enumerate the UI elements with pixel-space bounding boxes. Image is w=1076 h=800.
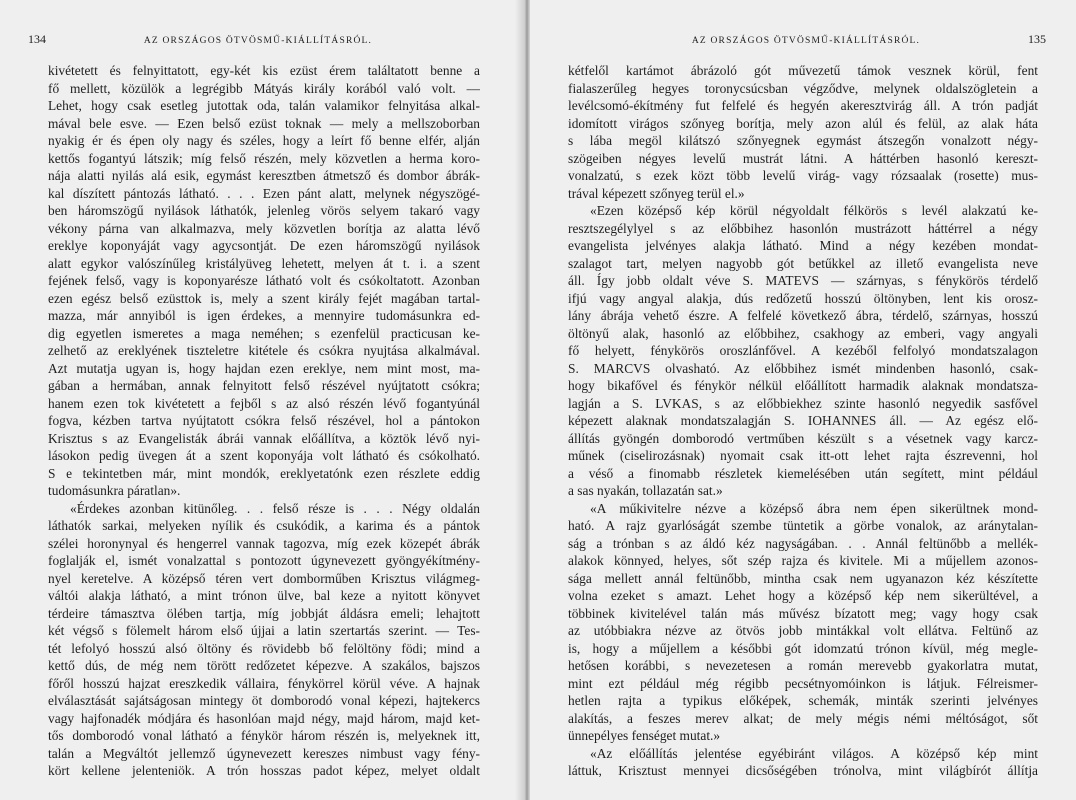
right-page bbox=[530, 0, 1076, 800]
text-line: idomított virágos szőnyeg borítja, mely azon alúl és felül, az alak háta bbox=[568, 115, 1038, 131]
text-line: Lehet, hogy csak esetleg jutottak oda, talán valamikor felnyitása alkal- bbox=[48, 98, 480, 113]
right-running-head: AZ ORSZÁGOS ÖTVÖSMŰ-KIÁLLÍTÁSRÓL. bbox=[691, 36, 921, 46]
text-line: gában a hermában, annak felnyitott felső részével nyújtatott csókra; bbox=[48, 378, 480, 393]
text-line: kétfelől kartámot ábrázoló gót művezetű támok vesznek körül, fent bbox=[568, 63, 1038, 78]
text-line: szalagot tart, melyen nagyobb gót betűkkel az illető evangelista neve bbox=[568, 255, 1038, 271]
text-line: talán a Megváltót jellemző úgynevezett kereszes nimbust vagy fény- bbox=[48, 745, 480, 761]
text-line: vonalzatú, s ezek közt több levelű virág- vagy rózsaalak (rosette) mus- bbox=[568, 168, 1038, 183]
text-line: a véső a finomabb részletek kiemelésében után segített, mint például bbox=[568, 465, 1038, 481]
text-line: váltói alakja látható, a mint trónon ülve, bal keze a nyitott könyvet bbox=[48, 588, 480, 603]
text-line: mával bele esve. — Ezen belső ezüst toknak — mely a mellszoborban bbox=[48, 115, 480, 131]
text-line: alakok könnyed, helyes, sőt szép rajza és kivitele. Mi a műjellem azonos- bbox=[568, 553, 1038, 568]
text-line: lásokon pedig üvegen át a szent koponyája volt látható és csókolható. bbox=[48, 448, 480, 463]
text-line: tét lefolyó hosszú alsó öltöny és rövidebb bő felöltöny födi; mind a bbox=[48, 640, 480, 656]
text-line: is, hogy a műjellem a későbbi gót idomzatú trónon kívül, még megle- bbox=[568, 640, 1038, 656]
text-line: ünnepélyes fenséget mutat.» bbox=[568, 728, 721, 743]
text-line: S. MARCVS olvasható. Az előbbihez ismét mindenben hasonló, csak- bbox=[568, 360, 1038, 376]
text-line: mint ezt például még régibb pecsétnyomóinkon is látjuk. Félreismer- bbox=[568, 675, 1038, 691]
text-line: kal díszített pántozás látható. . . . Ezen pánt alatt, melynek négyszögé- bbox=[48, 185, 480, 201]
text-line: tős domborodó vonal látható a fénykör három részén is, melyeknek itt, bbox=[48, 728, 480, 743]
right-page-text bbox=[568, 62, 1038, 780]
text-line: az utóbbiakra nézve az ötvös jobb mintákkal volt ellátva. Feltünő az bbox=[568, 623, 1038, 638]
text-line: hetlen rajta a typikus előképek, schemák, minták szerinti jelvényes bbox=[568, 693, 1038, 708]
text-line: térdeire támasztva ölében tartja, míg jobbját áldásra emeli; lehajtott bbox=[48, 605, 480, 621]
text-line: sága mellett annál feltünőbb, mintha csak nem ugyanazon kéz készítette bbox=[568, 570, 1038, 586]
text-line: «A műkivitelre nézve a középső ábra nem épen sikerültnek mond- bbox=[590, 500, 1038, 516]
text-line: ereklye koponyáját vagy agycsontját. De ezen háromszögű nyilások bbox=[48, 238, 480, 253]
text-line: «Ezen középső kép körül négyoldalt félkörös s levél alakzatú ke- bbox=[590, 203, 1038, 218]
right-page-number: 135 bbox=[1028, 32, 1046, 46]
text-line: S e tekintetben már, mint mondók, ereklyetatónk ezen részlete eddig bbox=[48, 465, 480, 481]
text-line: levélcsomó-ékítmény fut felfelé és hegyén akeresztvirág áll. A trón padját bbox=[568, 98, 1038, 113]
text-line: képezett alaknak mondatszalagján S. IOHANNES áll. — Az egész elő- bbox=[568, 413, 1038, 428]
text-line: lagján a S. LVKAS, s az előbbiekhez szinte hasonló negyedik sasfővel bbox=[568, 395, 1038, 411]
text-line: fogva, kézben tartva nyújtatott csókra felső részével, hol a pántokon bbox=[48, 413, 480, 428]
text-line: öltönyű alak, hasonló az előbbihez, csakhogy az emberi, vagy angyali bbox=[568, 325, 1038, 341]
left-page-text bbox=[48, 62, 480, 780]
text-line: Krisztus s az Evangelisták ábrái vannak előállítva, a köztök lévő nyi- bbox=[48, 430, 480, 446]
text-line: szélei horonynyal és hengerrel vannak tagozva, míg ezek közepét ábrák bbox=[48, 535, 480, 551]
text-line: állítás gyöngén domborodó vertműben készült s a vésetnek vagy karcz- bbox=[568, 430, 1038, 446]
text-line: kettős fogantyú látszik; míg felső részén, mely közvetlen a herma koro- bbox=[48, 150, 480, 166]
text-line: mazza, már annyiból is igen érdekes, a mennyire tudomásunkra ed- bbox=[48, 308, 480, 323]
text-line: elválasztását sajátságosan mintegy öt domborodó vonal képezi, hajtekercs bbox=[48, 693, 480, 708]
left-page bbox=[0, 0, 528, 800]
text-line: láthatók sarkai, melyeken nyílik és csukódik, a karima és a pántok bbox=[48, 518, 480, 533]
text-line: láttuk, Krisztust mennyei dicsőségében trónolva, mint világbírót állítja bbox=[568, 763, 1038, 778]
text-line: nyakig ér és épen oly nagy és széles, hogy a leírt fő benne elfér, alján bbox=[48, 133, 480, 148]
text-line: többinek kivitelével talán más művész bízatott meg; vagy hogy csak bbox=[568, 605, 1038, 621]
text-line: zelhető az ereklyének tiszteletre kitétele és csókra nyujtása alkalmával. bbox=[48, 343, 480, 358]
text-line: volna ezeket s amazt. Lehet hogy a középső kép nem sikerültével, a bbox=[568, 588, 1038, 603]
left-page-number: 134 bbox=[28, 32, 46, 46]
text-line: fialaszerűleg hegyes toronycsúcsban végződve, melynek oldalszögletein a bbox=[568, 80, 1038, 96]
text-line: műnek (ciselirozásnak) nyomait csak itt-ott lehet rajta észrevenni, hol bbox=[568, 448, 1038, 463]
text-line: vékony párna van alkalmazva, mely közvetlen borítja az alatta lévő bbox=[48, 220, 480, 236]
text-line: szögeiben négyes levelű mustrát látni. A háttérben hasonló kereszt- bbox=[568, 150, 1038, 166]
text-line: kört kellene jelenteniök. A trón hosszas padot képez, melyet oldalt bbox=[48, 763, 480, 778]
text-line: «Érdekes azonban kitünőleg. . . felső része is . . . Négy oldalán bbox=[70, 500, 480, 516]
text-line: ifjú vagy angyal alakja, dús redőzetű hosszú öltönyben, lent kis orosz- bbox=[568, 290, 1038, 306]
text-line: lány ábrája vehető észre. A felfelé következő ábra, térdelő, szárnyas, hosszú bbox=[568, 308, 1038, 323]
text-line: Azt mutatja ugyan is, hogy hajdan ezen ereklye, nem mint most, ma- bbox=[48, 360, 480, 376]
right-page-header bbox=[566, 32, 1046, 52]
text-line: trával képezett szőnyeg terül el.» bbox=[568, 185, 745, 201]
text-line: vagy hajfonadék módjára és hasonlóan majd négy, majd három, majd ket- bbox=[48, 710, 480, 726]
left-page-header bbox=[28, 32, 488, 52]
text-line: főről hosszú hajzat ereszkedik vállaira, fénykörrel körül véve. A hajnak bbox=[48, 675, 480, 691]
text-line: hanem ezen tok kivétetett a fejből s az alsó részén lévő fogantyúnál bbox=[48, 395, 480, 411]
text-line: kivétetett és felnyittatott, egy-két kis ezüst érem találtatott benne a bbox=[48, 63, 480, 78]
text-line: dig egyetlen ismeretes a maga neméhen; s ezenfelül practicusan ke- bbox=[48, 325, 480, 341]
text-line: fő helyett, fénykörös oroszlánfővel. A kezéből felfolyó mondatszalagon bbox=[568, 343, 1038, 358]
text-line: fő mellett, közülök a legrégibb Mátyás király korából való volt. — bbox=[48, 80, 480, 96]
text-line: resztszegélylyel s az előbbihez hasonlón mustrázott háttérrel a négy bbox=[568, 220, 1038, 236]
text-line: ható. A rajz gyarlóságát szembe tüntetik a görbe vonalok, az aránytalan- bbox=[568, 518, 1038, 533]
text-line: fejének felső, vagy is koponyarésze látható volt és csókoltatott. Azonban bbox=[48, 273, 480, 288]
text-line: ben háromszögű nyilások láthatók, jelenleg vörös selyem takaró vagy bbox=[48, 203, 480, 218]
text-line: evangelista jelvényes alakja látható. Mind a négy kezében mondat- bbox=[568, 238, 1038, 253]
text-line: nája alatti nyilás alá esik, egymást keresztben átmetsző és dombor ábrák- bbox=[48, 168, 480, 183]
text-line: hetősen korábbi, s nevezetesen a román merevebb gyakorlatra mutat, bbox=[568, 658, 1038, 673]
text-line: nyel keretelve. A középső téren vert domborműben Krisztus világmeg- bbox=[48, 570, 480, 586]
text-line: tudomásunkra páratlan». bbox=[48, 483, 181, 498]
text-line: ezen egész belső ezüsttok is, mely a szent király fejét magában tartal- bbox=[48, 290, 480, 306]
text-line: két végső s fölemelt három első újjai a latin szertartás szerint. — Tes- bbox=[48, 623, 480, 638]
text-line: alatt egykor valószínűleg kristályüveg lehetett, melyen át t. i. a szent bbox=[48, 255, 480, 271]
text-line: hogy bikafővel és fénykör nélkül előállított harmadik alaknak mondatsza- bbox=[568, 378, 1038, 393]
text-line: foglalják el, ismét vonalzattal s pontozott úgynevezett gyöngyékítmény- bbox=[48, 553, 480, 568]
text-line: s lába megöl kilátszó szőnyegnek egymást átszegőn vonalzott négy- bbox=[568, 133, 1038, 148]
left-running-head: AZ ORSZÁGOS ÖTVÖSMŰ-KIÁLLÍTÁSRÓL. bbox=[143, 36, 373, 46]
text-line: «Az előállítás jelentése egyébiránt világos. A középső kép mint bbox=[590, 745, 1038, 761]
text-line: ság a trónban s az áldó kéz nagyságában. . . Annál feltünőbb a mellék- bbox=[568, 535, 1038, 551]
text-line: áll. Így jobb oldalt véve S. MATEVS — szárnyas, s fénykörös térdelő bbox=[568, 273, 1038, 288]
text-line: a sas nyakán, tollazatán sat.» bbox=[568, 483, 723, 498]
text-line: kettő dús, de még nem törött redőzetet képezve. A szakálos, bajszos bbox=[48, 658, 480, 673]
text-line: alakítás, a feszes merev alkat; de mely mégis némi méltóságot, sőt bbox=[568, 710, 1038, 726]
